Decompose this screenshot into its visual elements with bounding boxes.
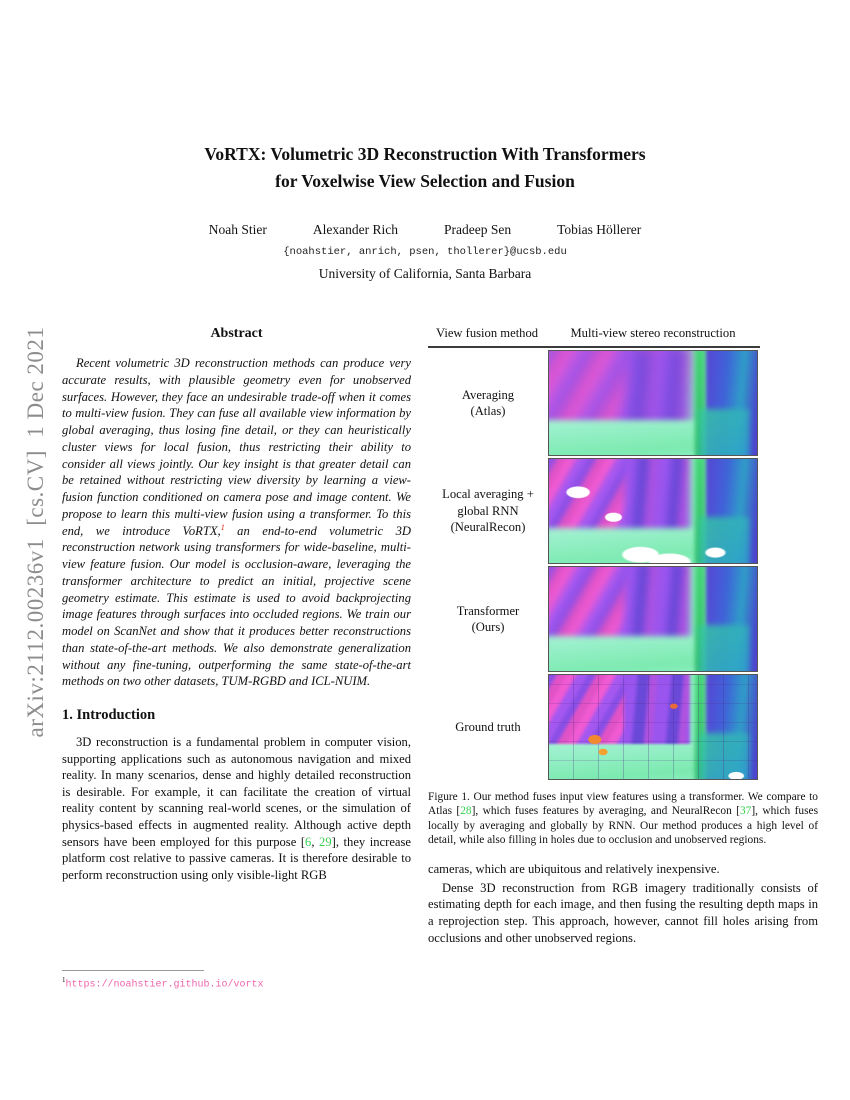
reconstruction-image-atlas	[548, 350, 758, 456]
right-column-paragraph-2: Dense 3D reconstruction from RGB imagery traditionally consists of estimating depth for each image, and then fusing the resulting depth maps in a reprojection step. This approach, however, cannot fill holes arising from occlusions and other unobserved regions.	[428, 880, 818, 945]
reconstruction-image-ground-truth	[548, 674, 758, 780]
figure1-caption	[428, 790, 818, 847]
row-label-ours	[428, 566, 548, 672]
figure1-row-ground-truth	[428, 674, 760, 780]
citation-28[interactable]: 28	[460, 805, 472, 818]
right-column	[428, 326, 818, 946]
citation-29[interactable]: 29	[319, 834, 332, 849]
row-label-averaging	[428, 350, 548, 456]
author-name: Alexander Rich	[312, 222, 398, 237]
label-line: Transformer	[456, 603, 520, 618]
label-line: (Atlas)	[470, 404, 506, 418]
caption-text-3: ], which fuses locally by averaging and globally by RNN. Our method produces a high level of detail, while also filling in holes due to occlusion and unobserved regions.	[428, 805, 819, 846]
label-line: Averaging	[461, 387, 515, 402]
section-heading-introduction: 1. Introduction	[62, 707, 156, 723]
footnote-marker[interactable]: 1	[220, 522, 225, 532]
intro-text-2: ], they increase platform cost relative to passive cameras. It is therefore desirable to perform reconstruction using only visible-light RGB	[62, 834, 412, 882]
affiliation: University of California, Santa Barbara	[318, 266, 532, 281]
arxiv-watermark: arXiv:2112.00236v1 [cs.CV] 1 Dec 2021	[23, 326, 48, 738]
label-line: global RNN	[457, 503, 519, 518]
left-column	[62, 326, 412, 991]
figure1-col2-header: Multi-view stereo reconstruction	[570, 326, 736, 340]
author-name: Noah Stier	[208, 222, 267, 237]
label-line: Local averaging +	[442, 487, 534, 502]
label-line: (Ours)	[471, 620, 505, 634]
abstract-heading: Abstract	[210, 326, 263, 341]
author-name: Tobias Höllerer	[557, 222, 642, 237]
title-line-1: VoRTX: Volumetric 3D Reconstruction With Transformers	[204, 144, 646, 164]
figure1-header-row	[428, 326, 760, 348]
abstract-text-2: an end-to-end volumetric 3D reconstruction network using transformers for wide-baseline, multi-view feature fusion. Our model is occlusion-aware, leveraging the transformer architecture to predict an initial, projective scene geometry estimate. This estimate is used to avoid backprojecting image features through surfaces into occluded regions. We train our model on ScanNet and show that it produces better reconstructions than state-of-the-art methods. We also demonstrate generalization without any fine-tuning, outperforming the same state-of-the-art methods on two other datasets, TUM-RGBD and ICL-NUIM.	[62, 523, 411, 689]
abstract-paragraph	[62, 355, 411, 690]
caption-text-2: ], which fuses features by averaging, and NeuralRecon [	[471, 805, 740, 818]
figure1-row-neuralrecon	[428, 458, 760, 564]
citation-separator: ,	[311, 834, 320, 849]
row-label-neuralrecon	[428, 458, 548, 564]
citation-37[interactable]: 37	[739, 805, 752, 818]
title-line-2: for Voxelwise View Selection and Fusion	[275, 171, 575, 191]
author-name: Pradeep Sen	[443, 222, 512, 237]
footnote-number: 1	[62, 976, 66, 984]
footnote-rule	[62, 970, 204, 971]
figure1-table	[428, 326, 760, 780]
paper-title	[0, 141, 850, 195]
figure1-col1-header: View fusion method	[436, 326, 539, 340]
figure1-row-ours	[428, 566, 760, 672]
citation-6[interactable]: 6	[305, 834, 312, 849]
intro-paragraph	[62, 734, 411, 883]
intro-text-1: 3D reconstruction is a fundamental problem in computer vision, supporting applications such as autonomous navigation and mixed reality. In many scenarios, dense and highly detailed reconstruction is desirable. For example, it can facilitate the creation of virtual reality content by scanning real-world scenes, or the simulation of physics-based effects in augmented reality. Although active depth sensors have been employed for this purpose [	[62, 735, 411, 849]
footnote-url-link[interactable]: https://noahstier.github.io/vortx	[65, 979, 264, 991]
row-label-ground-truth	[428, 674, 548, 780]
label-line: (NeuralRecon)	[450, 520, 526, 535]
abstract-text-1: Recent volumetric 3D reconstruction methods can produce very accurate results, with plausible geometry even for unobserved surfaces. However, they face an undesirable trade-off when it comes to multi-view fusion. They can fuse all available view information by global averaging, thus losing fine detail, or they can heuristically cluster views for local fusion, thus restricting their ability to consider all views jointly. Our key insight is that greater detail can be retained without restricting view diversity by learning a view-fusion function conditioned on camera pose and image content. We propose to learn this multi-view fusion using a transformer. To this end, we introduce VoRTX,	[62, 356, 411, 538]
label-line: Ground truth	[455, 719, 521, 734]
reconstruction-image-ours	[548, 566, 758, 672]
right-column-paragraph-1: cameras, which are ubiquitous and relatively inexpensive.	[428, 862, 720, 877]
author-emails: {noahstier, anrich, psen, thollerer}@ucsb.edu	[283, 246, 567, 258]
figure1-row-averaging	[428, 350, 760, 456]
caption-text-1: Figure 1. Our method fuses input view features using a transformer. We compare to Atlas [	[428, 791, 818, 818]
footnote	[62, 970, 411, 990]
reconstruction-image-neuralrecon	[548, 458, 758, 564]
authors-row	[0, 222, 850, 238]
